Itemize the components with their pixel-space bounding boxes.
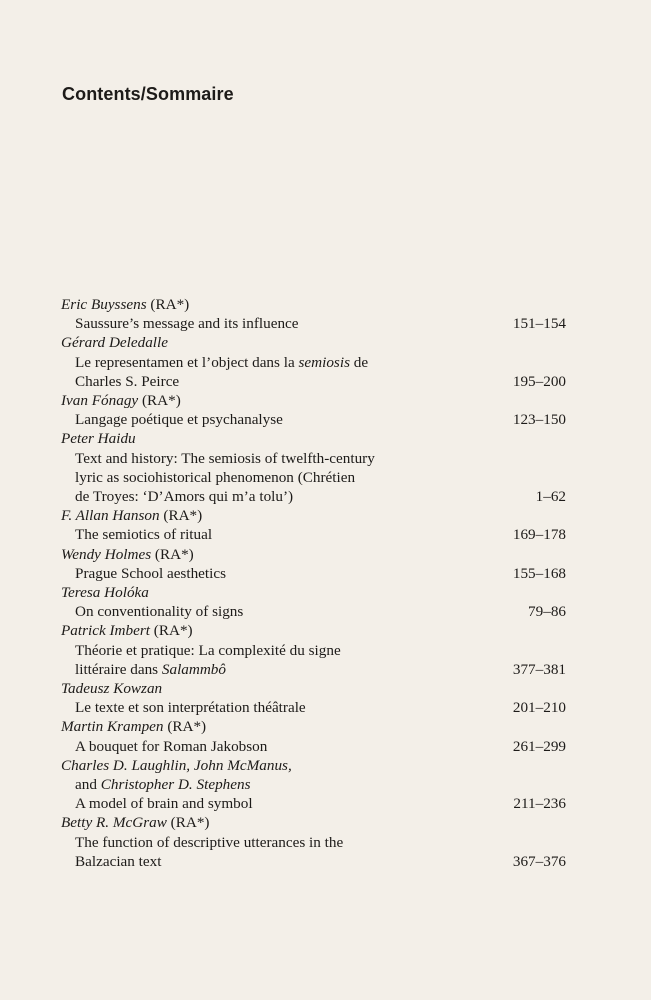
review-article-mark: (RA*) — [159, 507, 203, 525]
entry-title: Le texte et son interprétation théâtrale — [75, 699, 306, 717]
entry-author: Patrick Imbert (RA*) — [61, 622, 193, 640]
entry-pages: 201–210 — [512, 699, 566, 717]
entry-author: Gérard Deledalle — [61, 334, 168, 352]
review-article-mark: (RA*) — [138, 392, 181, 410]
toc-entry — [61, 410, 566, 429]
entry-title: A model of brain and symbol — [75, 795, 253, 813]
entry-pages: 367–376 — [512, 852, 566, 870]
review-article-mark: (RA*) — [151, 545, 194, 563]
entry-author: Teresa Holóka — [61, 584, 149, 602]
toc-entry — [61, 525, 566, 544]
entry-author: Ivan Fónagy (RA*) — [61, 392, 181, 410]
entry-pages: 261–299 — [512, 737, 566, 755]
toc-entry — [61, 602, 566, 621]
entry-pages: 211–236 — [513, 795, 566, 813]
review-article-mark: (RA*) — [146, 296, 190, 313]
entry-pages: 151–154 — [512, 315, 566, 333]
entry-author: Martin Krampen (RA*) — [61, 718, 207, 736]
entry-title: The semiotics of ritual — [75, 526, 213, 544]
toc-entry — [61, 833, 566, 871]
entry-author: Tadeusz Kowzan — [61, 680, 163, 698]
toc-entry — [61, 794, 566, 813]
entry-author: Wendy Holmes (RA*) — [61, 545, 194, 563]
entry-title: Langage poétique et psychanalyse — [75, 411, 283, 429]
review-article-mark: (RA*) — [163, 718, 207, 736]
entry-pages: 169–178 — [512, 526, 566, 544]
entry-title: Prague School aesthetics — [75, 564, 226, 582]
table-of-contents — [61, 295, 566, 871]
entry-pages: 123–150 — [512, 411, 566, 429]
toc-entry — [61, 314, 566, 333]
entry-title: Text and history: The semiosis of twelfth-century lyric as sociohistorical phenomenon (Chrétien de Troyes: ‘D’Amors qui m’a tolu’) — [75, 449, 375, 506]
review-article-mark: (RA*) — [150, 622, 193, 640]
page-title: Contents/Sommaire — [62, 84, 234, 104]
entry-author: Eric Buyssens (RA*) — [61, 296, 190, 313]
entry-title: On conventionality of signs — [75, 603, 244, 621]
entry-pages: 377–381 — [512, 660, 566, 678]
entry-pages: 155–168 — [512, 564, 566, 582]
toc-entry — [61, 353, 566, 391]
entry-title: Saussure’s message and its influence — [75, 315, 299, 333]
entry-pages: 1–62 — [535, 488, 566, 506]
entry-pages: 195–200 — [512, 372, 566, 390]
entry-author: Peter Haidu — [61, 430, 136, 448]
toc-entry — [61, 449, 566, 507]
entry-title: Théorie et pratique: La complexité du signe littéraire dans Salammbô — [75, 641, 341, 678]
toc-entry — [61, 564, 566, 583]
entry-title: The function of descriptive utterances in the Balzacian text — [75, 833, 344, 870]
entry-title: A bouquet for Roman Jakobson — [75, 737, 268, 755]
toc-entry — [61, 737, 566, 756]
toc-entry — [61, 641, 566, 679]
entry-author: Charles D. Laughlin, John McManus, — [61, 756, 292, 774]
review-article-mark: (RA*) — [166, 814, 210, 832]
entry-pages: 79–86 — [528, 603, 566, 621]
entry-author: F. Allan Hanson (RA*) — [61, 507, 203, 525]
entry-title: Le representamen et l’object dans la semiosis de Charles S. Peirce — [75, 353, 369, 390]
entry-author: Betty R. McGraw (RA*) — [61, 814, 210, 832]
toc-entry — [61, 698, 566, 717]
entry-author-continued: and Christopher D. Stephens — [75, 776, 251, 794]
